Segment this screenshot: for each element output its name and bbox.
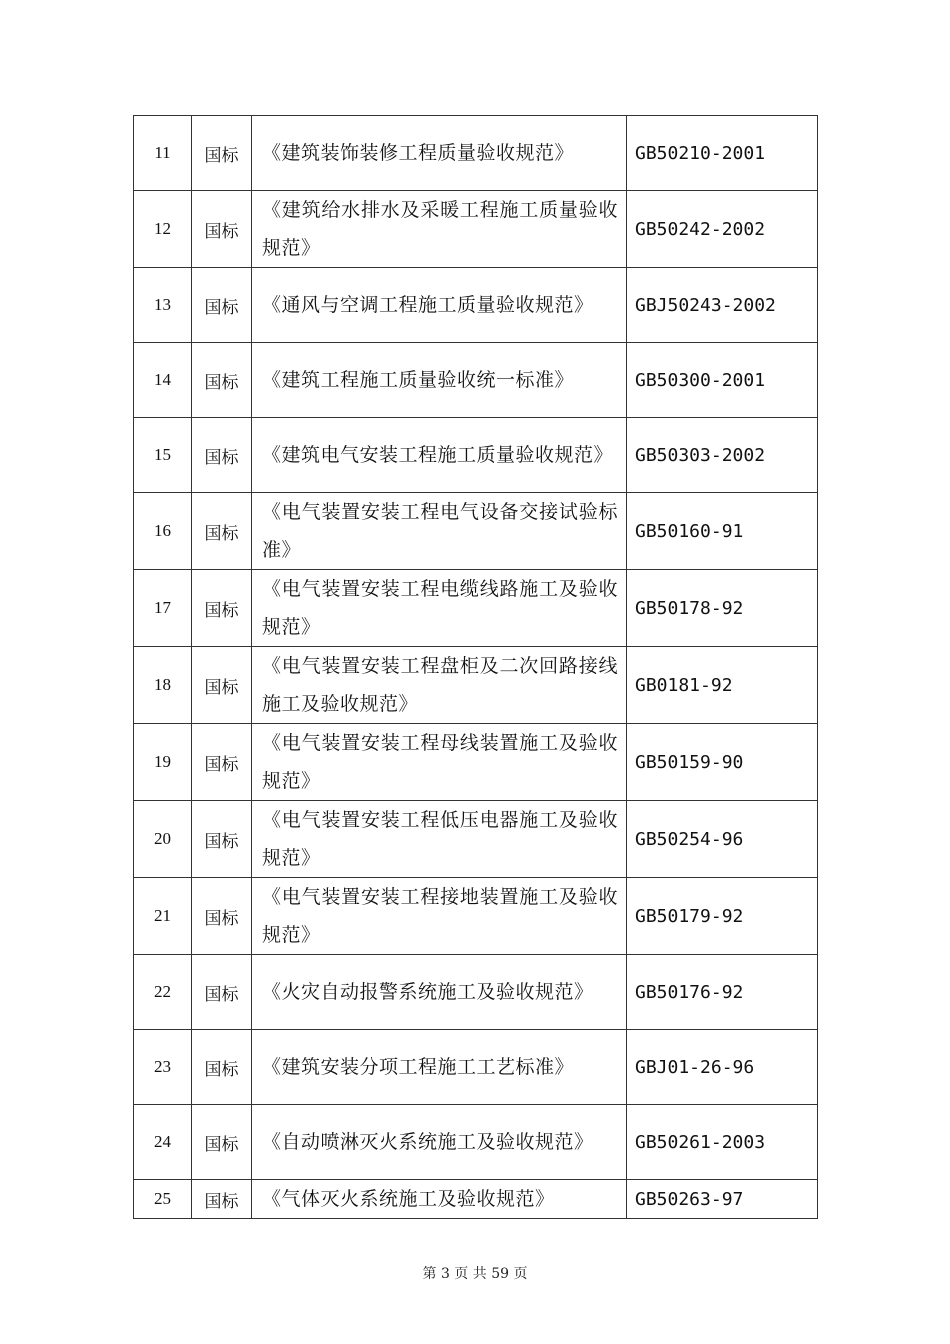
- row-category: 国标: [192, 191, 252, 268]
- page-footer: 第 3 页 共 59 页: [422, 1266, 528, 1282]
- row-code: GB50159-90: [627, 724, 818, 801]
- row-code: GB50160-91: [627, 493, 818, 570]
- row-category: 国标: [192, 1180, 252, 1219]
- row-number: 12: [134, 191, 192, 268]
- row-category: 国标: [192, 268, 252, 343]
- row-title: 《电气装置安装工程盘柜及二次回路接线施工及验收规范》: [252, 647, 627, 724]
- table-row: [134, 1030, 818, 1105]
- row-code: GB50261-2003: [627, 1105, 818, 1180]
- table-row: [134, 418, 818, 493]
- row-title: 《自动喷淋灭火系统施工及验收规范》: [252, 1105, 627, 1180]
- row-number: 11: [134, 116, 192, 191]
- row-number: 15: [134, 418, 192, 493]
- row-code: GB50210-2001: [627, 116, 818, 191]
- row-code: GB50178-92: [627, 570, 818, 647]
- row-code: GBJ01-26-96: [627, 1030, 818, 1105]
- row-category: 国标: [192, 343, 252, 418]
- row-title: 《通风与空调工程施工质量验收规范》: [252, 268, 627, 343]
- row-code: GB50179-92: [627, 878, 818, 955]
- row-title: 《电气装置安装工程低压电器施工及验收规范》: [252, 801, 627, 878]
- row-number: 13: [134, 268, 192, 343]
- table-row: [134, 878, 818, 955]
- row-number: 18: [134, 647, 192, 724]
- row-number: 22: [134, 955, 192, 1030]
- row-category: 国标: [192, 1105, 252, 1180]
- row-code: GB0181-92: [627, 647, 818, 724]
- row-category: 国标: [192, 801, 252, 878]
- row-title: 《电气装置安装工程接地装置施工及验收规范》: [252, 878, 627, 955]
- row-title: 《电气装置安装工程电气设备交接试验标准》: [252, 493, 627, 570]
- row-number: 17: [134, 570, 192, 647]
- table-row: [134, 647, 818, 724]
- row-title: 《气体灭火系统施工及验收规范》: [252, 1180, 627, 1219]
- row-code: GB50176-92: [627, 955, 818, 1030]
- row-code: GB50254-96: [627, 801, 818, 878]
- table-row: [134, 1180, 818, 1219]
- row-code: GB50263-97: [627, 1180, 818, 1219]
- table-row: [134, 191, 818, 268]
- row-title: 《建筑给水排水及采暖工程施工质量验收规范》: [252, 191, 627, 268]
- row-category: 国标: [192, 570, 252, 647]
- row-category: 国标: [192, 493, 252, 570]
- row-title: 《建筑工程施工质量验收统一标准》: [252, 343, 627, 418]
- row-number: 25: [134, 1180, 192, 1219]
- row-number: 24: [134, 1105, 192, 1180]
- table-row: [134, 724, 818, 801]
- row-number: 19: [134, 724, 192, 801]
- row-category: 国标: [192, 116, 252, 191]
- row-category: 国标: [192, 647, 252, 724]
- table-row: [134, 801, 818, 878]
- row-number: 21: [134, 878, 192, 955]
- row-category: 国标: [192, 878, 252, 955]
- row-category: 国标: [192, 418, 252, 493]
- table-row: [134, 955, 818, 1030]
- table-row: [134, 268, 818, 343]
- table-row: [134, 1105, 818, 1180]
- row-category: 国标: [192, 724, 252, 801]
- row-number: 14: [134, 343, 192, 418]
- row-number: 23: [134, 1030, 192, 1105]
- row-title: 《电气装置安装工程母线装置施工及验收规范》: [252, 724, 627, 801]
- row-number: 16: [134, 493, 192, 570]
- row-category: 国标: [192, 955, 252, 1030]
- row-title: 《建筑电气安装工程施工质量验收规范》: [252, 418, 627, 493]
- table-row: [134, 570, 818, 647]
- row-code: GB50300-2001: [627, 343, 818, 418]
- row-title: 《建筑安装分项工程施工工艺标准》: [252, 1030, 627, 1105]
- table-row: [134, 343, 818, 418]
- row-code: GBJ50243-2002: [627, 268, 818, 343]
- row-number: 20: [134, 801, 192, 878]
- table-row: [134, 116, 818, 191]
- row-title: 《建筑装饰装修工程质量验收规范》: [252, 116, 627, 191]
- row-title: 《电气装置安装工程电缆线路施工及验收规范》: [252, 570, 627, 647]
- row-code: GB50242-2002: [627, 191, 818, 268]
- row-category: 国标: [192, 1030, 252, 1105]
- row-title: 《火灾自动报警系统施工及验收规范》: [252, 955, 627, 1030]
- row-code: GB50303-2002: [627, 418, 818, 493]
- table-row: [134, 493, 818, 570]
- standards-table: [133, 115, 818, 1219]
